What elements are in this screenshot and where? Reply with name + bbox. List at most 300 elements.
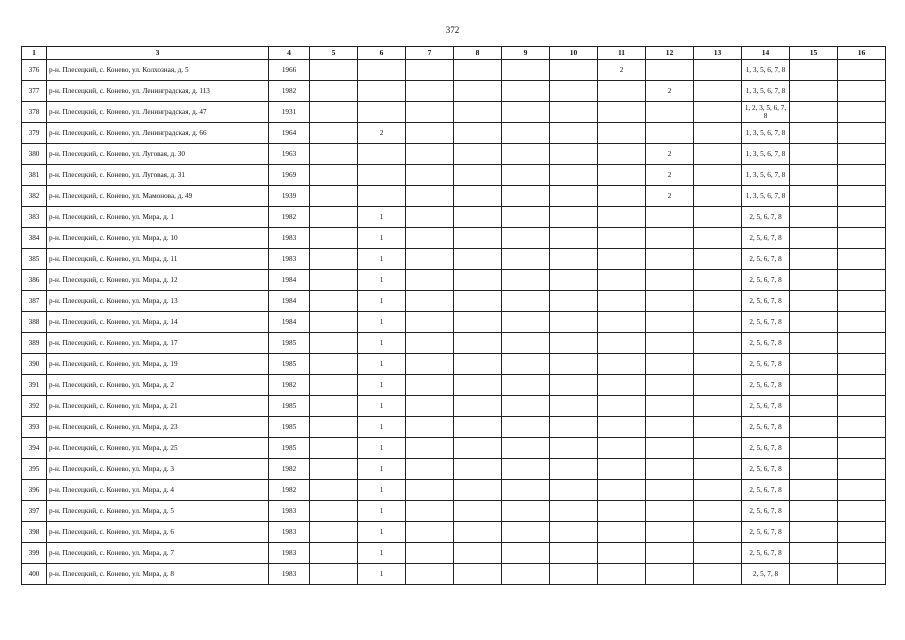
col12-cell (646, 333, 694, 354)
col9-cell (502, 228, 550, 249)
col9-cell (502, 522, 550, 543)
col16-cell (838, 270, 886, 291)
table-row (22, 165, 886, 186)
col8-cell (454, 186, 502, 207)
col16-cell (838, 102, 886, 123)
table-row (22, 396, 886, 417)
col9-cell (502, 354, 550, 375)
col12-cell (646, 102, 694, 123)
col14-cell: 1, 3, 5, 6, 7, 8 (742, 165, 790, 186)
table-row (22, 60, 886, 81)
col14-cell: 2, 5, 6, 7, 8 (742, 291, 790, 312)
col12-cell (646, 396, 694, 417)
col14-cell: 2, 5, 6, 7, 8 (742, 333, 790, 354)
col15-cell (790, 165, 838, 186)
col8-cell (454, 144, 502, 165)
col8-cell (454, 228, 502, 249)
col6-cell (358, 102, 406, 123)
col14-cell: 1, 3, 5, 6, 7, 8 (742, 144, 790, 165)
col10-cell (550, 144, 598, 165)
col14-cell: 1, 2, 3, 5, 6, 7, 8 (742, 102, 790, 123)
col7-cell (406, 186, 454, 207)
table-row (22, 480, 886, 501)
col6-cell: 1 (358, 480, 406, 501)
year-cell: 1984 (269, 291, 310, 312)
row-number: 383 (22, 207, 47, 228)
col15-cell (790, 207, 838, 228)
col14-cell: 1, 3, 5, 6, 7, 8 (742, 186, 790, 207)
col7-cell (406, 333, 454, 354)
col6-cell: 1 (358, 543, 406, 564)
col9-cell (502, 459, 550, 480)
row-number: 400 (22, 564, 47, 585)
col8-cell (454, 270, 502, 291)
col10-cell (550, 396, 598, 417)
col16-cell (838, 522, 886, 543)
col8-cell (454, 480, 502, 501)
col9-cell (502, 501, 550, 522)
address-cell: р-н. Плесецкий, с. Конево, ул. Луговая, д. 31 (47, 165, 269, 186)
address-cell: р-н. Плесецкий, с. Конево, ул. Ленинградская, д. 47 (47, 102, 269, 123)
col16-cell (838, 375, 886, 396)
year-cell: 1931 (269, 102, 310, 123)
year-cell: 1985 (269, 417, 310, 438)
col11-cell (598, 543, 646, 564)
col8-cell (454, 207, 502, 228)
col9-cell (502, 543, 550, 564)
table-row (22, 438, 886, 459)
col15-cell (790, 144, 838, 165)
col5-cell (310, 123, 358, 144)
column-header: 6 (358, 47, 406, 60)
row-number: 398 (22, 522, 47, 543)
address-cell: р-н. Плесецкий, с. Конево, ул. Мира, д. 19 (47, 354, 269, 375)
table-row (22, 207, 886, 228)
year-cell: 1982 (269, 375, 310, 396)
column-header: 3 (47, 47, 269, 60)
col12-cell (646, 417, 694, 438)
table-row (22, 312, 886, 333)
col16-cell (838, 81, 886, 102)
col15-cell (790, 438, 838, 459)
row-number: 389 (22, 333, 47, 354)
col8-cell (454, 249, 502, 270)
col6-cell: 1 (358, 333, 406, 354)
col8-cell (454, 522, 502, 543)
address-cell: р-н. Плесецкий, с. Конево, ул. Мира, д. 14 (47, 312, 269, 333)
col16-cell (838, 438, 886, 459)
column-header: 16 (838, 47, 886, 60)
col8-cell (454, 60, 502, 81)
col14-cell: 2, 5, 6, 7, 8 (742, 354, 790, 375)
row-number: 392 (22, 396, 47, 417)
col7-cell (406, 417, 454, 438)
col6-cell: 1 (358, 249, 406, 270)
col12-cell (646, 543, 694, 564)
col11-cell (598, 228, 646, 249)
year-cell: 1983 (269, 228, 310, 249)
col11-cell (598, 459, 646, 480)
year-cell: 1969 (269, 165, 310, 186)
col14-cell: 2, 5, 6, 7, 8 (742, 396, 790, 417)
col12-cell (646, 60, 694, 81)
col13-cell (694, 81, 742, 102)
address-cell: р-н. Плесецкий, с. Конево, ул. Мира, д. 17 (47, 333, 269, 354)
col12-cell (646, 354, 694, 375)
col9-cell (502, 207, 550, 228)
col12-cell (646, 270, 694, 291)
col6-cell (358, 81, 406, 102)
col13-cell (694, 270, 742, 291)
col5-cell (310, 564, 358, 585)
row-number: 387 (22, 291, 47, 312)
table-row (22, 459, 886, 480)
year-cell: 1982 (269, 81, 310, 102)
col9-cell (502, 81, 550, 102)
col6-cell: 1 (358, 417, 406, 438)
row-number: 390 (22, 354, 47, 375)
col15-cell (790, 480, 838, 501)
address-cell: р-н. Плесецкий, с. Конево, ул. Мира, д. 21 (47, 396, 269, 417)
col13-cell (694, 375, 742, 396)
year-cell: 1985 (269, 354, 310, 375)
col11-cell (598, 102, 646, 123)
col16-cell (838, 312, 886, 333)
col16-cell (838, 186, 886, 207)
col7-cell (406, 480, 454, 501)
col15-cell (790, 270, 838, 291)
col8-cell (454, 543, 502, 564)
col16-cell (838, 60, 886, 81)
col8-cell (454, 564, 502, 585)
col14-cell: 2, 5, 6, 7, 8 (742, 522, 790, 543)
col15-cell (790, 249, 838, 270)
col6-cell: 1 (358, 270, 406, 291)
col14-cell: 1, 3, 5, 6, 7, 8 (742, 123, 790, 144)
col15-cell (790, 354, 838, 375)
table-row (22, 81, 886, 102)
col15-cell (790, 228, 838, 249)
col10-cell (550, 270, 598, 291)
table-row (22, 501, 886, 522)
row-number: 395 (22, 459, 47, 480)
col12-cell (646, 291, 694, 312)
col16-cell (838, 165, 886, 186)
table-row (22, 186, 886, 207)
col8-cell (454, 312, 502, 333)
col13-cell (694, 396, 742, 417)
year-cell: 1985 (269, 438, 310, 459)
col15-cell (790, 396, 838, 417)
col12-cell (646, 207, 694, 228)
col11-cell (598, 207, 646, 228)
col13-cell (694, 249, 742, 270)
col7-cell (406, 60, 454, 81)
row-number: 379 (22, 123, 47, 144)
col11-cell (598, 186, 646, 207)
address-cell: р-н. Плесецкий, с. Конево, ул. Мира, д. 23 (47, 417, 269, 438)
col10-cell (550, 375, 598, 396)
row-number: 378 (22, 102, 47, 123)
col16-cell (838, 333, 886, 354)
col8-cell (454, 375, 502, 396)
row-number: 380 (22, 144, 47, 165)
col6-cell: 1 (358, 501, 406, 522)
col13-cell (694, 417, 742, 438)
col6-cell (358, 186, 406, 207)
column-header: 4 (269, 47, 310, 60)
col12-cell (646, 564, 694, 585)
page-number: 372 (445, 25, 460, 35)
col14-cell: 2, 5, 6, 7, 8 (742, 438, 790, 459)
col13-cell (694, 480, 742, 501)
col10-cell (550, 312, 598, 333)
address-cell: р-н. Плесецкий, с. Конево, ул. Мира, д. 4 (47, 480, 269, 501)
col8-cell (454, 165, 502, 186)
col16-cell (838, 459, 886, 480)
col16-cell (838, 207, 886, 228)
col12-cell (646, 438, 694, 459)
col5-cell (310, 249, 358, 270)
column-header: 11 (598, 47, 646, 60)
col10-cell (550, 207, 598, 228)
col5-cell (310, 60, 358, 81)
row-number: 377 (22, 81, 47, 102)
col7-cell (406, 501, 454, 522)
col9-cell (502, 438, 550, 459)
table-row (22, 291, 886, 312)
col13-cell (694, 459, 742, 480)
address-cell: р-н. Плесецкий, с. Конево, ул. Мира, д. 10 (47, 228, 269, 249)
col13-cell (694, 543, 742, 564)
col5-cell (310, 312, 358, 333)
col14-cell: 2, 5, 6, 7, 8 (742, 417, 790, 438)
col11-cell (598, 396, 646, 417)
row-number: 384 (22, 228, 47, 249)
col6-cell: 1 (358, 564, 406, 585)
col12-cell (646, 501, 694, 522)
col5-cell (310, 186, 358, 207)
col11-cell (598, 81, 646, 102)
column-header: 9 (502, 47, 550, 60)
col7-cell (406, 165, 454, 186)
col14-cell: 2, 5, 6, 7, 8 (742, 480, 790, 501)
col8-cell (454, 417, 502, 438)
col8-cell (454, 354, 502, 375)
col5-cell (310, 81, 358, 102)
col15-cell (790, 81, 838, 102)
table-row (22, 249, 886, 270)
col9-cell (502, 270, 550, 291)
col13-cell (694, 165, 742, 186)
col16-cell (838, 480, 886, 501)
col16-cell (838, 501, 886, 522)
address-cell: р-н. Плесецкий, с. Конево, ул. Мира, д. 5 (47, 501, 269, 522)
col11-cell (598, 333, 646, 354)
col5-cell (310, 144, 358, 165)
year-cell: 1939 (269, 186, 310, 207)
col8-cell (454, 459, 502, 480)
col14-cell: 2, 5, 6, 7, 8 (742, 501, 790, 522)
col9-cell (502, 165, 550, 186)
col15-cell (790, 459, 838, 480)
col13-cell (694, 102, 742, 123)
col13-cell (694, 207, 742, 228)
col5-cell (310, 207, 358, 228)
col15-cell (790, 102, 838, 123)
col6-cell: 1 (358, 354, 406, 375)
col10-cell (550, 543, 598, 564)
col14-cell: 1, 3, 5, 6, 7, 8 (742, 60, 790, 81)
column-header: 14 (742, 47, 790, 60)
row-number: 388 (22, 312, 47, 333)
address-cell: р-н. Плесецкий, с. Конево, ул. Мира, д. 3 (47, 459, 269, 480)
col10-cell (550, 564, 598, 585)
col7-cell (406, 81, 454, 102)
col8-cell (454, 123, 502, 144)
column-header: 1 (22, 47, 47, 60)
address-cell: р-н. Плесецкий, с. Конево, ул. Мира, д. 1 (47, 207, 269, 228)
col10-cell (550, 123, 598, 144)
table-row (22, 123, 886, 144)
col13-cell (694, 312, 742, 333)
col5-cell (310, 291, 358, 312)
year-cell: 1963 (269, 144, 310, 165)
col7-cell (406, 270, 454, 291)
col6-cell: 1 (358, 396, 406, 417)
row-number: 386 (22, 270, 47, 291)
col9-cell (502, 123, 550, 144)
col13-cell (694, 564, 742, 585)
year-cell: 1983 (269, 522, 310, 543)
col12-cell: 2 (646, 186, 694, 207)
col9-cell (502, 60, 550, 81)
year-cell: 1982 (269, 480, 310, 501)
column-header: 7 (406, 47, 454, 60)
col5-cell (310, 543, 358, 564)
col15-cell (790, 123, 838, 144)
col14-cell: 2, 5, 7, 8 (742, 564, 790, 585)
col7-cell (406, 396, 454, 417)
col11-cell (598, 501, 646, 522)
col14-cell: 2, 5, 6, 7, 8 (742, 312, 790, 333)
col9-cell (502, 396, 550, 417)
col15-cell (790, 333, 838, 354)
col10-cell (550, 228, 598, 249)
column-header: 10 (550, 47, 598, 60)
col13-cell (694, 144, 742, 165)
col6-cell: 1 (358, 459, 406, 480)
col10-cell (550, 165, 598, 186)
row-number: 399 (22, 543, 47, 564)
col6-cell (358, 60, 406, 81)
col16-cell (838, 543, 886, 564)
col16-cell (838, 228, 886, 249)
col15-cell (790, 543, 838, 564)
table-row (22, 144, 886, 165)
col12-cell: 2 (646, 81, 694, 102)
col13-cell (694, 60, 742, 81)
col16-cell (838, 144, 886, 165)
col10-cell (550, 522, 598, 543)
col16-cell (838, 249, 886, 270)
col10-cell (550, 438, 598, 459)
row-number: 396 (22, 480, 47, 501)
col15-cell (790, 186, 838, 207)
col15-cell (790, 60, 838, 81)
col11-cell (598, 354, 646, 375)
col9-cell (502, 417, 550, 438)
col5-cell (310, 375, 358, 396)
col8-cell (454, 333, 502, 354)
table-row (22, 228, 886, 249)
col16-cell (838, 564, 886, 585)
year-cell: 1985 (269, 333, 310, 354)
col11-cell: 2 (598, 60, 646, 81)
col12-cell (646, 228, 694, 249)
col6-cell: 1 (358, 207, 406, 228)
col14-cell: 2, 5, 6, 7, 8 (742, 228, 790, 249)
col5-cell (310, 102, 358, 123)
col12-cell (646, 522, 694, 543)
col13-cell (694, 228, 742, 249)
col12-cell (646, 312, 694, 333)
col11-cell (598, 417, 646, 438)
col15-cell (790, 291, 838, 312)
table-row (22, 333, 886, 354)
address-cell: р-н. Плесецкий, с. Конево, ул. Мира, д. 6 (47, 522, 269, 543)
col9-cell (502, 312, 550, 333)
table-row (22, 543, 886, 564)
col7-cell (406, 564, 454, 585)
row-number: 376 (22, 60, 47, 81)
col7-cell (406, 354, 454, 375)
col5-cell (310, 396, 358, 417)
col7-cell (406, 102, 454, 123)
col16-cell (838, 354, 886, 375)
row-number: 382 (22, 186, 47, 207)
col15-cell (790, 501, 838, 522)
col16-cell (838, 291, 886, 312)
address-cell: р-н. Плесецкий, с. Конево, ул. Мира, д. 25 (47, 438, 269, 459)
year-cell: 1983 (269, 543, 310, 564)
col6-cell (358, 165, 406, 186)
col5-cell (310, 522, 358, 543)
col7-cell (406, 291, 454, 312)
year-cell: 1966 (269, 60, 310, 81)
col9-cell (502, 186, 550, 207)
col16-cell (838, 396, 886, 417)
col6-cell: 1 (358, 312, 406, 333)
col12-cell (646, 375, 694, 396)
col11-cell (598, 312, 646, 333)
table-row (22, 417, 886, 438)
col7-cell (406, 312, 454, 333)
col14-cell: 2, 5, 6, 7, 8 (742, 207, 790, 228)
col6-cell: 1 (358, 438, 406, 459)
col5-cell (310, 480, 358, 501)
column-header: 15 (790, 47, 838, 60)
col6-cell (358, 144, 406, 165)
col10-cell (550, 459, 598, 480)
col15-cell (790, 522, 838, 543)
col11-cell (598, 249, 646, 270)
col11-cell (598, 375, 646, 396)
col7-cell (406, 522, 454, 543)
col9-cell (502, 102, 550, 123)
col10-cell (550, 480, 598, 501)
col9-cell (502, 249, 550, 270)
